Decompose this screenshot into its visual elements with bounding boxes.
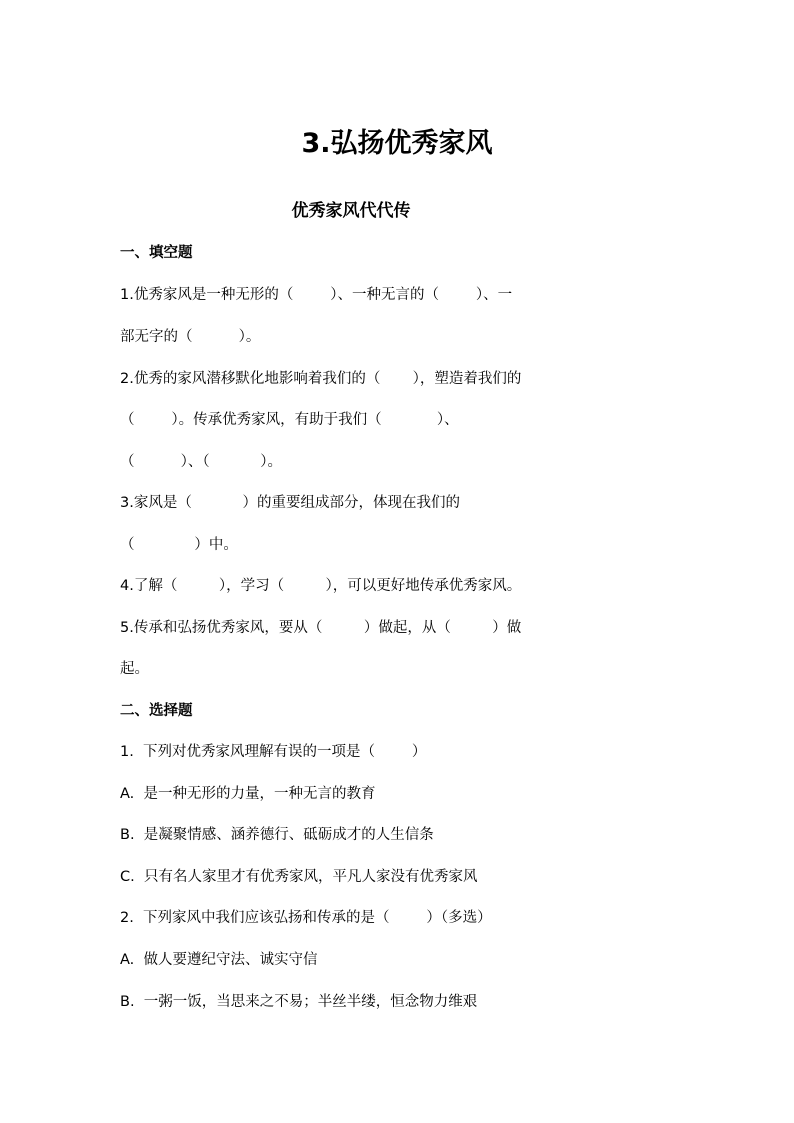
question-2-line-3: （ ）、（ ）。	[120, 454, 283, 470]
section-heading-choice: 二、选择题	[120, 703, 193, 719]
document-subtitle: 优秀家风代代传	[291, 201, 411, 221]
question-5-line-2: 起。	[120, 661, 149, 677]
question-1-line-1: 1.优秀家风是一种无形的（ ）、一种无言的（ ）、一	[120, 287, 513, 303]
document-title: 3.弘扬优秀家风	[301, 128, 493, 159]
choice-1-option-a: A. 是一种无形的力量，一种无言的教育	[120, 786, 376, 802]
question-2-line-1: 2.优秀的家风潜移默化地影响着我们的（ ），塑造着我们的	[120, 371, 522, 387]
question-3-line-2: （ ）中。	[120, 537, 238, 553]
question-2-line-2: （ ）。传承优秀家风，有助于我们（ ）、	[120, 412, 459, 428]
question-5-line-1: 5.传承和弘扬优秀家风，要从（ ）做起，从（ ）做	[120, 620, 522, 636]
choice-1-stem: 1. 下列对优秀家风理解有误的一项是（ ）	[120, 744, 427, 760]
choice-1-option-b: B. 是凝聚情感、涵养德行、砥砺成才的人生信条	[120, 827, 434, 843]
choice-1-option-c: C. 只有名人家里才有优秀家风，平凡人家没有优秀家风	[120, 869, 478, 885]
choice-2-option-a: A. 做人要遵纪守法、诚实守信	[120, 952, 318, 968]
choice-2-option-b: B. 一粥一饭，当思来之不易；半丝半缕，恒念物力维艰	[120, 994, 478, 1010]
question-1-line-2: 部无字的（ ）。	[120, 329, 261, 345]
question-3-line-1: 3.家风是（ ）的重要组成部分，体现在我们的	[120, 495, 461, 511]
question-4-line-1: 4.了解（ ），学习（ ），可以更好地传承优秀家风。	[120, 578, 522, 594]
choice-2-stem: 2. 下列家风中我们应该弘扬和传承的是（ ）（多选）	[120, 910, 492, 926]
section-heading-fill-in: 一、填空题	[120, 245, 193, 261]
